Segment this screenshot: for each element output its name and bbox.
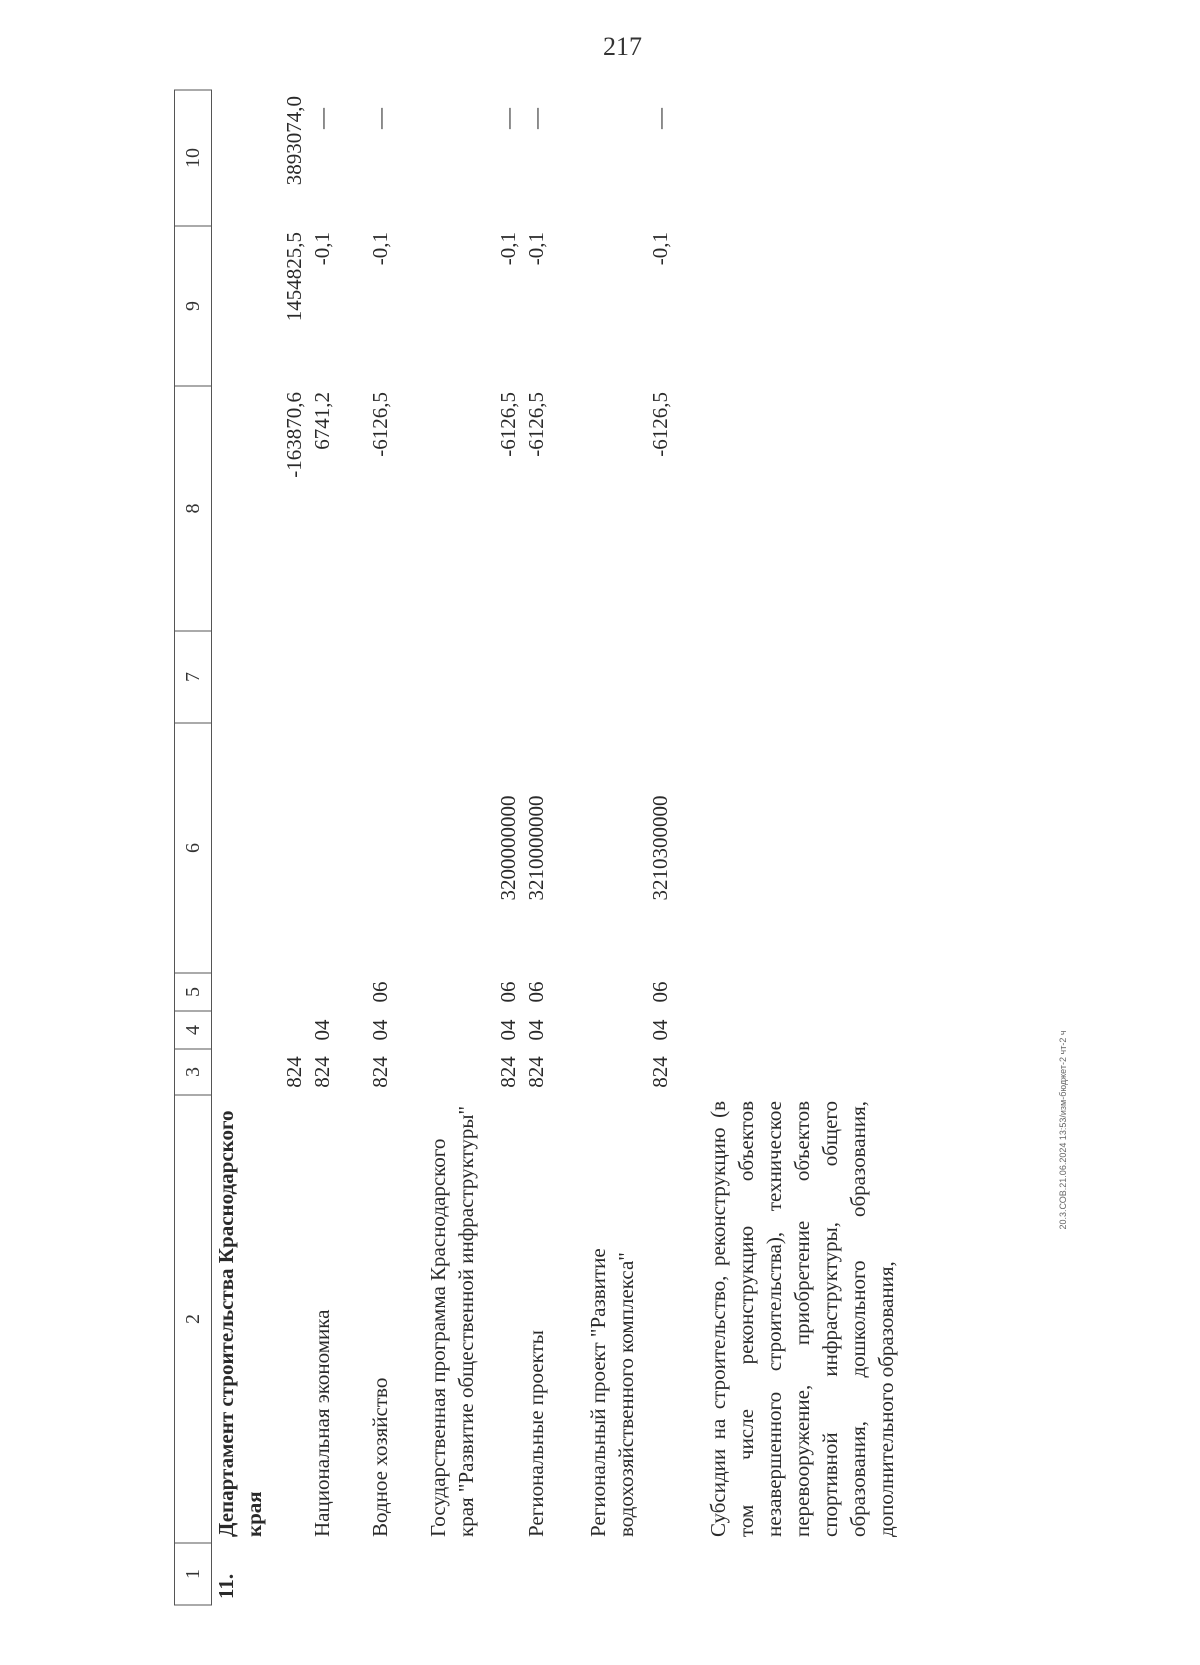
cell-c10: — bbox=[495, 108, 520, 129]
row-name: Государственная программа Краснодарского края "Развитие общественной инфраструктуры" bbox=[425, 1105, 478, 1537]
cell-c8: -163870,6 bbox=[281, 392, 306, 478]
row-number bbox=[522, 1543, 584, 1605]
cell-c4 bbox=[212, 1011, 308, 1049]
cell-c6 bbox=[212, 723, 308, 973]
cell-c7 bbox=[522, 631, 584, 723]
cell-c7 bbox=[584, 631, 674, 723]
column-header: 6 bbox=[175, 723, 212, 973]
cell-c3: 824 bbox=[367, 1056, 392, 1088]
cell-c9: -0,1 bbox=[367, 232, 392, 266]
cell-c10: — bbox=[523, 108, 548, 129]
cell-c5 bbox=[674, 973, 900, 1011]
row-number bbox=[584, 1543, 674, 1605]
cell-c5 bbox=[212, 973, 308, 1011]
cell-c4: 04 bbox=[309, 1019, 334, 1041]
cell-c7 bbox=[308, 631, 366, 723]
column-header: 3 bbox=[175, 1049, 212, 1095]
column-header: 1 bbox=[175, 1543, 212, 1605]
budget-table bbox=[174, 90, 900, 1606]
table-header-row bbox=[175, 90, 212, 1605]
cell-c5: 06 bbox=[523, 981, 548, 1003]
cell-c3: 824 bbox=[281, 1056, 306, 1088]
cell-c4: 04 bbox=[367, 1019, 392, 1041]
cell-c6 bbox=[674, 723, 900, 973]
cell-c8 bbox=[674, 386, 900, 631]
table-row bbox=[584, 90, 674, 1605]
cell-c9: -0,1 bbox=[309, 232, 334, 266]
row-name: Региональные проекты bbox=[523, 1330, 548, 1537]
cell-c7 bbox=[366, 631, 424, 723]
cell-c8: -6126,5 bbox=[367, 392, 392, 457]
column-header: 9 bbox=[175, 226, 212, 386]
cell-c8: -6126,5 bbox=[523, 392, 548, 457]
cell-c6: 3210000000 bbox=[523, 795, 548, 901]
cell-c9: -0,1 bbox=[523, 232, 548, 266]
column-header: 4 bbox=[175, 1011, 212, 1049]
cell-c10: — bbox=[367, 108, 392, 129]
footer-stamp: 20.3.СОВ.21.06.2024 13:53/изм-бюджет-2 чт-2 ч bbox=[1058, 1030, 1068, 1230]
row-number bbox=[424, 1543, 522, 1605]
cell-c10: 3893074,0 bbox=[281, 96, 306, 186]
cell-c4: 04 bbox=[523, 1019, 548, 1041]
cell-c9 bbox=[674, 226, 900, 386]
cell-c3: 824 bbox=[309, 1056, 334, 1088]
column-header: 10 bbox=[175, 90, 212, 226]
cell-c7 bbox=[674, 631, 900, 723]
row-number bbox=[308, 1543, 366, 1605]
row-number: 11. bbox=[214, 1573, 238, 1599]
table-row bbox=[366, 90, 424, 1605]
cell-c3: 824 bbox=[523, 1056, 548, 1088]
cell-c5 bbox=[308, 973, 366, 1011]
cell-c8: 6741,2 bbox=[309, 392, 334, 450]
row-name: Департамент строительства Краснодарского края bbox=[214, 1110, 266, 1537]
column-header: 2 bbox=[175, 1095, 212, 1543]
rotated-table-sheet bbox=[174, 91, 1036, 1606]
cell-c6: 3210300000 bbox=[647, 795, 672, 901]
cell-c10: — bbox=[647, 108, 672, 129]
row-name: Субсидии на строительство, реконструкцию (в том числе реконструкцию объектов незавершенного строительства), техническое перевооружение, приобретение объектов спортивной инфраструктуры, общего образования, дошкольного образования, дополнительного образования, bbox=[705, 1101, 898, 1537]
cell-c5: 06 bbox=[495, 981, 520, 1003]
cell-c10: — bbox=[309, 108, 334, 129]
cell-c8: -6126,5 bbox=[647, 392, 672, 457]
cell-c9: 1454825,5 bbox=[281, 232, 306, 322]
cell-c5: 06 bbox=[647, 981, 672, 1003]
cell-c5: 06 bbox=[367, 981, 392, 1003]
row-number bbox=[674, 1543, 900, 1605]
cell-c4: 04 bbox=[647, 1019, 672, 1041]
cell-c3: 824 bbox=[495, 1056, 520, 1088]
cell-c7 bbox=[424, 631, 522, 723]
table-row bbox=[212, 90, 308, 1605]
cell-c6: 3200000000 bbox=[495, 795, 520, 901]
row-name: Региональный проект "Развитие водохозяйственного комплекса" bbox=[585, 1248, 638, 1537]
row-name: Национальная экономика bbox=[309, 1309, 334, 1537]
cell-c6 bbox=[308, 723, 366, 973]
column-header: 7 bbox=[175, 631, 212, 723]
cell-c4: 04 bbox=[495, 1019, 520, 1041]
cell-c7 bbox=[212, 631, 308, 723]
table-row bbox=[674, 90, 900, 1605]
row-name: Водное хозяйство bbox=[367, 1377, 392, 1537]
page-number: 217 bbox=[603, 32, 642, 61]
cell-c10 bbox=[674, 90, 900, 226]
cell-c8: -6126,5 bbox=[495, 392, 520, 457]
column-header: 5 bbox=[175, 973, 212, 1011]
column-header: 8 bbox=[175, 386, 212, 631]
cell-c3 bbox=[674, 1049, 900, 1095]
cell-c4 bbox=[674, 1011, 900, 1049]
cell-c9: -0,1 bbox=[647, 232, 672, 266]
cell-c6 bbox=[366, 723, 424, 973]
table-row bbox=[522, 90, 584, 1605]
cell-c9: -0,1 bbox=[495, 232, 520, 266]
table-row bbox=[424, 90, 522, 1605]
row-number bbox=[366, 1543, 424, 1605]
table-row bbox=[308, 90, 366, 1605]
cell-c3: 824 bbox=[647, 1056, 672, 1088]
